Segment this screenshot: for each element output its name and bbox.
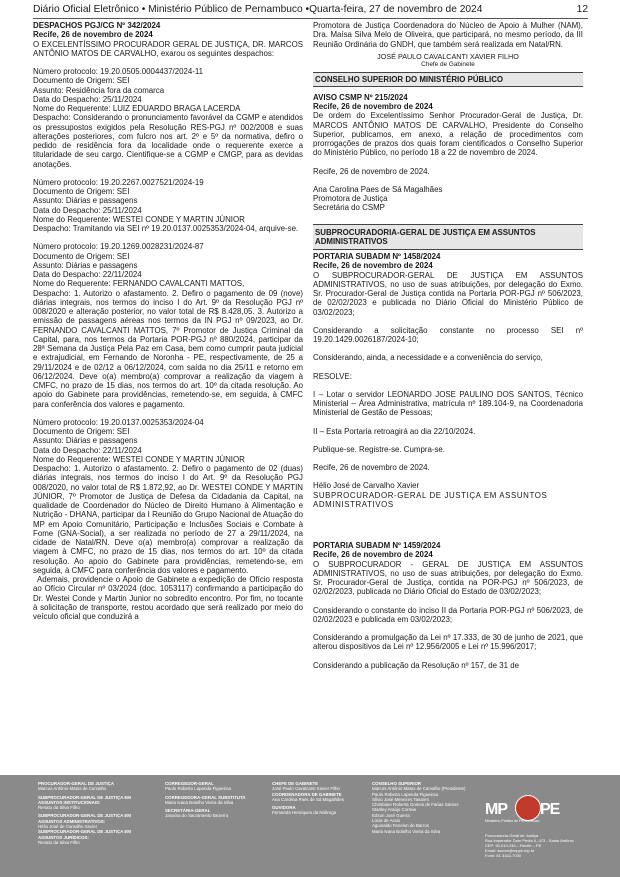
p2-line: Data do Despacho: 25/11/2024: [33, 205, 142, 215]
aviso-place: Recife, 26 de novembro de 2024.: [313, 166, 430, 176]
portaria-2-consider-3: Considerando a publicação da Resolução nº 157, de 31 de: [313, 660, 519, 670]
p2-line: Nome do Requerente: WESTEI CONDE Y MARTIN JÚNIOR: [33, 214, 245, 224]
portaria-1-publish: Publique-se. Registre-se. Cumpra-se.: [313, 444, 446, 454]
footer-heading: SUBPROCURADOR-GERAL DE JUSTIÇA EM ASSUNTOS ADMINISTRATIVOS:: [38, 813, 131, 824]
p4-text-2: Ademais, providencie o Apoio de Gabinete a expedição de Ofício resposta ao Ofício Circular nº 03/2024 (doc. 1053117) confirmando a participação do Dr. Westei Conde y Martin Junior no sobredito encontro. Por fim, no tocante à solicitação de transporte, restou acordado que será realizado por meio do veículo oficial que conduzirá a: [33, 575, 303, 621]
footer-value: Sílvio José Menezes Tavares: [372, 796, 429, 802]
despacho-date: Recife, 26 de novembro de 2024: [33, 30, 153, 40]
footer-value: Renato da Silva Filho: [38, 839, 80, 845]
p3-line: Data do Despacho: 22/11/2024: [33, 270, 142, 279]
footer-heading: OUVIDORA: [272, 805, 296, 811]
p4-text: Despacho: 1. Autorizo o afastamento. 2. Defiro o pagamento de 02 (duas) diárias integrais, nos termos do inciso I do Art. 9º da Resolução PGJ 008/2020, no valor total de R$ 1.872,92, ao Dr. WESTEI CONDE Y MARTIN JÚNIOR, 7º Promotor de Justiça de Defesa da Cidadania da Capital, na qualidade de Coordenador do Núcleo de Direito Humano à Alimentação e Nutrição - DHANA, participar da I Reunião do Grupo Nacional de Atuação do MP em Apoio Comunitário, Participação e Inclusões Sociais e Combate à Fome (GNA-Social), a ser realizada no período de 27 a 29/11/2024, na cidade de Natal/RN. Deve o(a) membro(a) comprovar a realização da viagem à CMFC, no prazo de 15 dias, nos termos do art. 10º da citada resolução. Ao apoio do Gabinete para providências, remetendo-se, em seguida, à CMFC para conferência dos valores e pagamento.: [33, 464, 303, 575]
portaria-1-place: Recife, 26 de novembro de 2024.: [313, 463, 430, 473]
footer-value: Ana Carolina Paes de Sá Magalhães: [272, 796, 345, 802]
logo-pe-text: PE: [540, 801, 560, 818]
address-line: Fone: 81 3182-7000: [485, 853, 522, 858]
footer-column-3: [272, 781, 362, 816]
footer-value: Marcos Antônio Matos de Carvalho: [38, 786, 107, 792]
continued-text: Promotora de Justiça Coordenadora do Núcleo de Apoio à Mulher (NAM), Dra. Maísa Silva Melo de Oliveira, que participará, no mesmo período, da III Reunião Ordinária do GNDH, que também será realizada em Natal/RN.: [313, 21, 583, 49]
p1-line: Assunto: Residência fora da comarca: [33, 85, 165, 95]
footer-heading: SUBPROCURADOR-GERAL DE JUSTIÇA EM ASSUNTOS JURÍDICOS:: [38, 829, 131, 840]
footer-heading: CORREGEDOR-GERAL: [165, 781, 214, 786]
header-rule: [33, 18, 588, 19]
header-title: Diário Oficial Eletrônico • Ministério Público de Pernambuco •Quarta-feira, 27 de novembro de 2024: [33, 4, 483, 15]
p2-line: Número protocolo: 19.20.2267.0027521/2024-19: [33, 177, 204, 187]
portaria-1-consider-1: Considerando a solicitação constante no processo SEI nº 19.20.1429.0026187/2024-10;: [313, 325, 583, 345]
p3-line: Assunto: Diárias e passagens: [33, 260, 138, 270]
footer-heading: CHEFE DE GABINETE: [272, 781, 319, 786]
aviso-text: De ordem do Excelentíssimo Senhor Procurador-Geral de Justiça, Dr. MARCOS ANTÔNIO MATOS DE CARVALHO, Presidente do Conselho Superior, publicamos, em anexo, a relação de procedimentos com prorrogações de prazos dos quais foram cientificados o Conselho Superior do Ministério Público, no período 18 a 22 de novembro de 2024.: [313, 111, 583, 158]
portaria-2-consider-2: Considerando a promulgação da Lei nº 17.333, de 30 de junho de 2021, que alterou dispositivos da Lei nº 12.956/2005 e Lei nº 15.996/2017;: [313, 633, 583, 652]
section-header-csmp: CONSELHO SUPERIOR DO MINISTÉRIO PÚBLICO: [313, 72, 583, 87]
seal-icon: [515, 795, 541, 821]
despacho-intro: O EXCELENTÍSSIMO PROCURADOR GERAL DE JUSTIÇA, DR. MARCOS ANTÔNIO MATOS DE CARVALHO, exarou os seguintes despachos:: [33, 39, 303, 58]
portaria-2-title: PORTARIA SUBADM Nº 1459/2024: [313, 541, 441, 551]
footer-value: Hélio José de Carvalho Xavier: [38, 824, 98, 830]
p1-line: Documento de Origem: SEI: [33, 76, 130, 86]
footer-value: Paulo Roberto Lapenda Figueiroa: [165, 786, 231, 792]
page-header: [33, 3, 588, 17]
p3-text: Despacho: 1. Autorizo o afastamento. 2. Defiro o pagamento de 09 (nove) diárias integrais, nos termos do inciso I do Art. 9º da Resolução PGJ nº 008/2020 e alteração posterior, no valor total de R$ 8.428,05. 3. Autorizo a emissão de passagens aéreas nos termos da IN PGJ nº 09/2023, ao Dr. FERNANDO CAVALCANTI MATTOS, 7º Promotor de Justiça Criminal da Capital, para, nos termos da Portaria POR-PGJ nº 880/2024, participar da 28ª Semana da Justiça Pela Paz em Casa, bem como cumprir pauta judicial e extrajudicial, em Fernando de Noronha - PE, respectivamente, de 25 a 29/11/2024 e de 02/12 a 06/12/2024, com saída no dia 25/11 e retorno em 06/12/2024. Deve o(a) membro(a) comprovar a realização da viagem à CMFC, no prazo de 15 dias, nos termos do art. 10º da citada resolução. Ao apoio do Gabinete para providências, remetendo-se, em seguida, à CMFC para conferência dos valores e pagamento.: [33, 288, 303, 409]
logo-subtitle: Ministério Público de Pernambuco: [485, 819, 540, 823]
p1-line: Número protocolo: 19.20.0505.0004437/2024-11: [33, 67, 204, 76]
footer-value: Christiane Roberta Gomes de Farias Santos: [372, 802, 459, 808]
footer-value: Fernanda Henriques da Nóbrega: [272, 810, 337, 816]
footer-value: Marcos Antônio Matos de Carvalho (Presidente): [372, 786, 466, 792]
footer-value: Maria Ivana Botelho Vieira da Silva: [165, 799, 234, 805]
address-line: CEP: 50.010-240 – Recife – PE: [485, 843, 542, 848]
signature-name: JOSÉ PAULO CAVALCANTI XAVIER FILHO: [377, 51, 519, 61]
p4-line: Assunto: Diárias e passagens: [33, 436, 138, 446]
p4-line: Documento de Origem: SEI: [33, 427, 130, 436]
left-column: [33, 21, 303, 621]
section-header-subadm: SUBPROCURADORIA-GERAL DE JUSTIÇA EM ASSUNTOS ADMINISTRATIVOS: [313, 224, 583, 251]
page-footer: [0, 775, 620, 877]
portaria-1-title: PORTARIA SUBADM Nº 1458/2024: [313, 252, 441, 262]
footer-value: Edson José Guerra: [372, 812, 410, 818]
p3-line: Nome do Requerente: FERNANDO CAVALCANTI MATTOS,: [33, 279, 245, 289]
portaria-1-date: Recife, 26 de novembro de 2024: [313, 261, 433, 271]
p1-text: Despacho: Considerando o pronunciamento favorável da CGMP e atendidos os pressupostos exigidos pela Resolução RES-PGJ nº 002/2008 e suas alterações posteriores, com fulcro nos art. 2º e 5º da normativa, defiro o pedido de residência fora da localidade onde o requerente exerce a titularidade de seu cargo. Cientifique-se a CGMP e CMGP, para as devidas anotações.: [33, 113, 303, 169]
footer-column-4: [372, 781, 472, 834]
footer-value: Stanley Araújo Correia: [372, 807, 416, 813]
footer-address: [485, 833, 595, 858]
p1-line: Data do Despacho: 25/11/2024: [33, 94, 142, 104]
p2-line: Assunto: Diárias e passagens: [33, 196, 138, 206]
footer-value: Lúcia de Assis: [372, 818, 401, 824]
p2-text: Despacho: Tramitando via SEI nº 19.20.0137.0025353/2024-04, arquive-se.: [33, 224, 299, 233]
p3-line: Número protocolo: 19.20.1269.0028231/2024-87: [33, 242, 204, 252]
p4-line: Número protocolo: 19.20.0137.0025353/2024-04: [33, 417, 204, 427]
aviso-sig-line: Secretária do CSMP: [313, 203, 385, 213]
mppe-logo: [485, 795, 595, 825]
p1-line: Nome do Requerente: LUIZ EDUARDO BRAGA LACERDA: [33, 104, 241, 113]
right-column: [313, 21, 583, 670]
footer-heading: SECRETÁRIA-GERAL: [165, 808, 211, 814]
footer-value: José Paulo Cavalcanti Xavier Filho: [272, 786, 340, 792]
portaria-2-date: Recife, 26 de novembro de 2024: [313, 550, 433, 560]
aviso-sig-line: Promotora de Justiça: [313, 194, 388, 204]
address-line: Email: ascom@mppe.mp.br: [485, 848, 535, 853]
address-line: Rua Imperador Dom Pedro II, 473 - Santo Antônio: [485, 838, 574, 843]
page-number: 12: [576, 4, 588, 15]
portaria-1-sig-role: SUBPROCURADOR-GERAL DE JUSTIÇA EM ASSUNTOS ADMINISTRATIVOS: [313, 490, 548, 509]
footer-value: Maria Ivana Botelho Vieira da Silva: [372, 828, 441, 834]
footer-heading: CONSELHO SUPERIOR: [372, 781, 422, 786]
footer-heading: COORDENADORA DE GABINETE: [272, 791, 342, 797]
portaria-2-intro: O SUBPROCURADOR - GERAL DE JUSTIÇA EM ASSUNTOS ADMINISTRATIVOS, no uso de suas atribuições, por delegação do Exmo. Sr. Procurador-Geral de Justiça, contida na POR-PGJ nº 506/2023, de 02/02/2023, publicada no Diário Oficial do Estado de 03/02/2023;: [313, 559, 583, 597]
aviso-date: Recife, 26 de novembro de 2024: [313, 102, 433, 112]
p4-line: Nome do Requerente: WESTEI CONDE Y MARTIN JÚNIOR: [33, 454, 245, 464]
footer-heading: SUBPROCURADOR-GERAL DE JUSTIÇA EM ASSUNTOS INSTITUCIONAIS:: [38, 794, 131, 805]
portaria-1-intro: O SUBPROCURADOR-GERAL DE JUSTIÇA EM ASSUNTOS ADMINISTRATIVOS, no uso de suas atribuições, por delegação do Exmo. Sr. Procurador-Geral de Justiça contida na Portaria POR-PGJ nº 506/2023, de 02/02/2023 e publicada no Diário Oficial do Ministério Público de 03/02/2023;: [313, 270, 583, 317]
footer-value: Aguinaldo Fenelon de Barros: [372, 823, 429, 829]
footer-value: Paulo Roberto Lapenda Figueiroa: [372, 791, 438, 797]
address-line: Procuradoria-Geral de Justiça: [485, 833, 539, 838]
portaria-1-sig-name: Hélio José de Carvalho Xavier: [313, 481, 420, 491]
footer-heading: PROCURADOR-GERAL DE JUSTIÇA: [38, 781, 115, 786]
logo-mp-text: MP: [485, 801, 507, 818]
footer-value: Janaína do Sacramento Bezerra: [165, 813, 229, 819]
p2-line: Documento de Origem: SEI: [33, 187, 130, 196]
despacho-title: DESPACHOS PGJ/CG Nº 342/2024: [33, 21, 161, 30]
portaria-1-resolve: RESOLVE:: [313, 371, 352, 381]
footer-column-2: [165, 781, 260, 819]
p4-line: Data do Despacho: 22/11/2024: [33, 445, 142, 455]
aviso-title: AVISO CSMP Nº 215/2024: [313, 92, 408, 102]
footer-column-1: [38, 781, 148, 845]
portaria-2-consider-1: Considerando o constante do inciso II da Portaria POR-PGJ nº 506/2023, de 02/02/2023 e publicada em 03/02/2023;: [313, 605, 583, 624]
portaria-1-item-2: II – Esta Portaria retroagirá ao dia 22/10/2024.: [313, 426, 476, 436]
footer-heading: CORREGEDORA-GERAL SUBSTITUTA: [165, 794, 246, 800]
signature-role: Chefe de Gabinete: [421, 61, 475, 69]
portaria-1-item-1: I – Lotar o servidor LEONARDO JOSE PAULINO DOS SANTOS, Técnico Ministerial – Área Administrativa, matrícula nº 189.104-9, na Coordenadoria Ministerial de Gestão de Pessoas;: [313, 389, 583, 418]
aviso-sig-line: Ana Carolina Paes de Sá Magalhães: [313, 184, 443, 194]
footer-value: Renato da Silva Filho: [38, 805, 80, 811]
portaria-1-consider-2: Considerando, ainda, a necessidade e a conveniência do serviço,: [313, 353, 543, 363]
p3-line: Documento de Origem: SEI: [33, 251, 130, 261]
